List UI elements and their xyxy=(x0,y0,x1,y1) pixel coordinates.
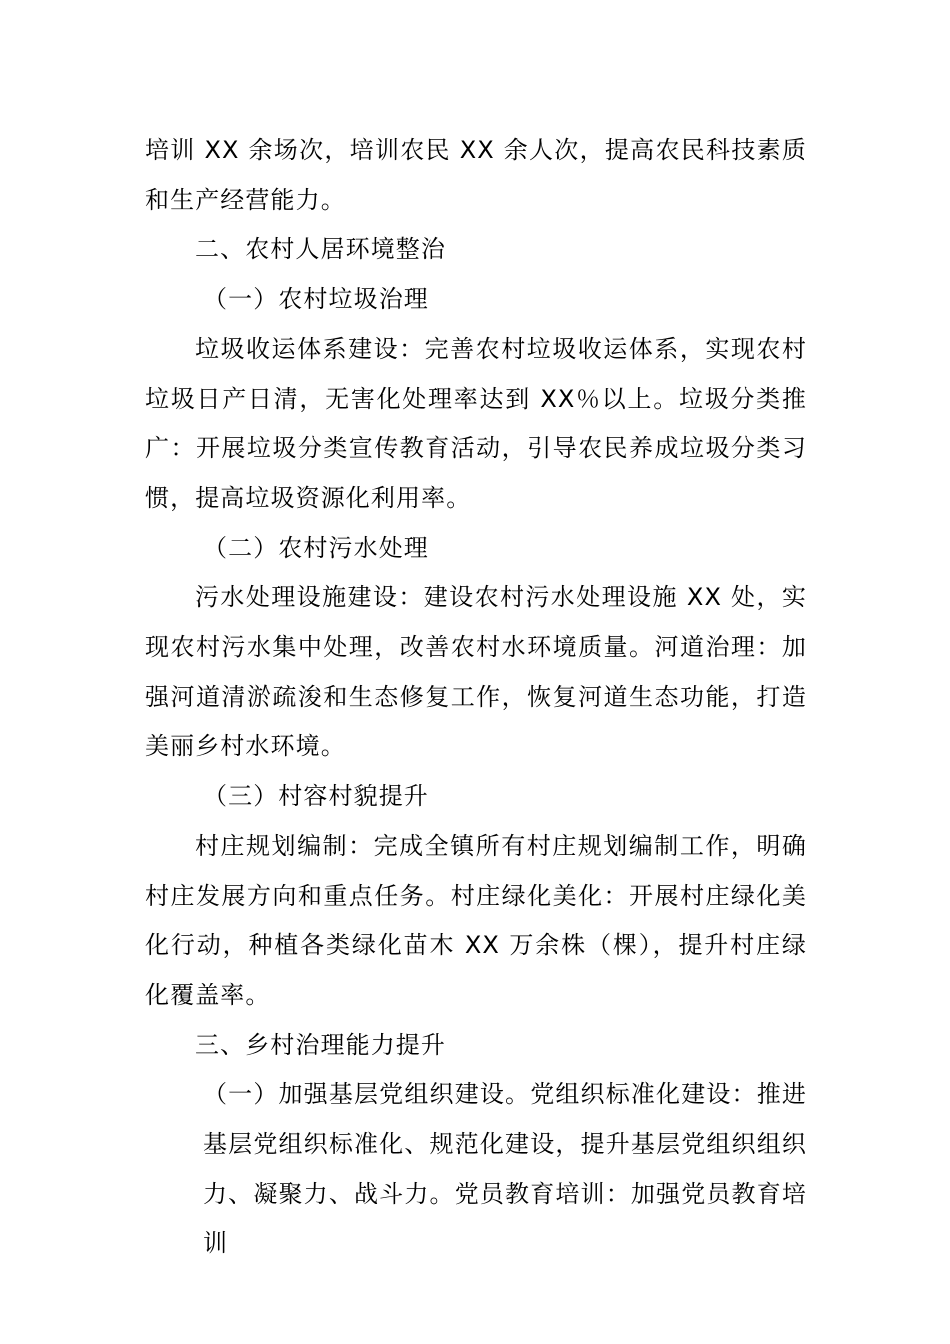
subsection-heading-garbage: （一）农村垃圾治理 xyxy=(203,285,429,314)
paragraph-village-appearance: 村庄规划编制：完成全镇所有村庄规划编制工作，明确村庄发展方向和重点任务。村庄绿化美化：开展村庄绿化美化行动，种植各类绿化苗木 XX 万余株（棵），提升村庄绿化覆盖率。 xyxy=(145,831,807,1009)
subsection-heading-sewage: （二）农村污水处理 xyxy=(203,533,429,562)
section-heading-rural-environment: 二、农村人居环境整治 xyxy=(195,235,446,264)
paragraph-training-continuation: 培训 XX 余场次，培训农民 XX 余人次，提高农民科技素质和生产经营能力。 xyxy=(145,136,807,214)
document-body xyxy=(145,126,807,1269)
paragraph-sewage: 污水处理设施建设：建设农村污水处理设施 XX 处，实现农村污水集中处理，改善农村水环境质量。河道治理：加强河道清淤疏浚和生态修复工作，恢复河道生态功能，打造美丽乡村水环境。 xyxy=(145,583,807,761)
section-heading-governance: 三、乡村治理能力提升 xyxy=(195,1030,446,1059)
subsection-heading-village-appearance: （三）村容村貌提升 xyxy=(203,782,429,811)
paragraph-party-organization: （一）加强基层党组织建设。党组织标准化建设：推进基层党组织标准化、规范化建设，提升基层党组织组织力、凝聚力、战斗力。党员教育培训：加强党员教育培训 xyxy=(203,1080,807,1258)
paragraph-garbage: 垃圾收运体系建设：完善农村垃圾收运体系，实现农村垃圾日产日清，无害化处理率达到 XX％以上。垃圾分类推广：开展垃圾分类宣传教育活动，引导农民养成垃圾分类习惯，提高垃圾资源化利用率。 xyxy=(145,334,807,512)
